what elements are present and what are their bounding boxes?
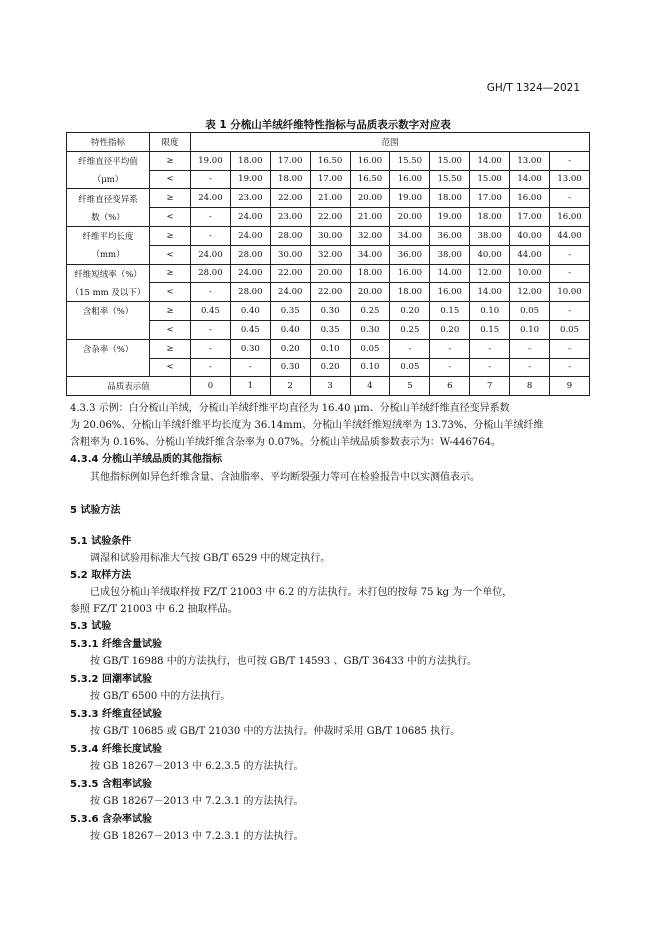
- p535: 按 GB 18267－2013 中 7.2.3.1 的方法执行。: [90, 796, 304, 807]
- value-cell: 28.00: [230, 245, 270, 264]
- limit-cell: ≥: [150, 339, 191, 358]
- quality-value-cell: 2: [270, 377, 310, 396]
- value-cell: 13.00: [550, 170, 590, 189]
- limit-cell: <: [150, 320, 191, 339]
- heading-531: 5.3.1 纤维含量试验: [70, 639, 162, 650]
- value-cell: 15.50: [390, 151, 430, 170]
- value-cell: 0.30: [310, 302, 350, 321]
- p433-line1: 4.3.3 示例：白分梳山羊绒，分梳山羊绒纤维平均直径为 16.40 μm、分梳山羊绒纤维直径变异系数: [70, 403, 510, 414]
- value-cell: -: [191, 339, 231, 358]
- limit-cell: <: [150, 245, 191, 264]
- value-cell: 20.00: [390, 208, 430, 227]
- quality-value-cell: 9: [550, 377, 590, 396]
- p433-line3: 含粗率为 0.16%、分梳山羊绒纤维含杂率为 0.07%。分梳山羊绒品质参数表示为：W-446764。: [70, 437, 501, 448]
- spec-table: [66, 132, 590, 396]
- value-cell: -: [430, 339, 470, 358]
- table-header-row: [67, 133, 590, 152]
- value-cell: 36.00: [430, 226, 470, 245]
- indicator-name-cell: 纤维短绒率（%）: [67, 264, 150, 283]
- value-cell: -: [550, 151, 590, 170]
- value-cell: 16.00: [510, 189, 550, 208]
- value-cell: 28.00: [270, 226, 310, 245]
- p51: 调湿和试验用标准大气按 GB/T 6529 中的规定执行。: [90, 553, 331, 564]
- table-row: [67, 339, 590, 358]
- value-cell: 30.00: [270, 245, 310, 264]
- value-cell: -: [191, 320, 231, 339]
- value-cell: -: [550, 302, 590, 321]
- value-cell: 0.15: [470, 320, 510, 339]
- value-cell: 44.00: [550, 226, 590, 245]
- value-cell: -: [550, 245, 590, 264]
- indicator-name-cell: （μm）: [67, 170, 150, 189]
- value-cell: -: [510, 339, 550, 358]
- value-cell: 18.00: [390, 283, 430, 302]
- p433-line2: 为 20.06%、分梳山羊绒纤维平均长度为 36.14mm、分梳山羊绒纤维短绒率为 13.73%、分梳山羊绒纤维: [70, 420, 544, 431]
- limit-cell: ≥: [150, 302, 191, 321]
- value-cell: -: [191, 358, 231, 377]
- value-cell: 0.20: [430, 320, 470, 339]
- col-header-limit: 限度: [150, 133, 191, 152]
- indicator-name-cell: 纤维直径变异系: [67, 189, 150, 208]
- value-cell: 21.00: [310, 189, 350, 208]
- indicator-name-cell: （mm）: [67, 245, 150, 264]
- value-cell: 15.00: [470, 170, 510, 189]
- value-cell: 30.00: [310, 226, 350, 245]
- value-cell: 22.00: [310, 208, 350, 227]
- value-cell: 0.20: [310, 358, 350, 377]
- p434: 其他指标例如异色纤维含量、含油脂率、平均断裂强力等可在检验报告中以实测值表示。: [90, 472, 480, 483]
- table-row: [67, 302, 590, 321]
- p531: 按 GB/T 16988 中的方法执行，也可按 GB/T 14593 、GB/T 36433 中的方法执行。: [90, 656, 477, 667]
- value-cell: 16.00: [550, 208, 590, 227]
- value-cell: 14.00: [430, 264, 470, 283]
- col-header-range: 范围: [191, 133, 590, 152]
- value-cell: 24.00: [230, 264, 270, 283]
- quality-value-cell: 8: [510, 377, 550, 396]
- value-cell: 12.00: [510, 283, 550, 302]
- value-cell: -: [230, 358, 270, 377]
- value-cell: 0.05: [390, 358, 430, 377]
- value-cell: 12.00: [470, 264, 510, 283]
- value-cell: 0.10: [310, 339, 350, 358]
- value-cell: 16.00: [390, 264, 430, 283]
- value-cell: 28.00: [230, 283, 270, 302]
- value-cell: 0.20: [390, 302, 430, 321]
- value-cell: 17.00: [310, 170, 350, 189]
- value-cell: 24.00: [191, 189, 231, 208]
- value-cell: -: [550, 189, 590, 208]
- value-cell: 17.00: [510, 208, 550, 227]
- heading-5: 5 试验方法: [70, 505, 121, 516]
- value-cell: 0.15: [430, 302, 470, 321]
- limit-cell: ≥: [150, 151, 191, 170]
- value-cell: 23.00: [270, 208, 310, 227]
- value-cell: 0.10: [350, 358, 390, 377]
- value-cell: 14.00: [470, 283, 510, 302]
- value-cell: 32.00: [350, 226, 390, 245]
- value-cell: -: [430, 358, 470, 377]
- value-cell: 20.00: [310, 264, 350, 283]
- value-cell: 0.30: [230, 339, 270, 358]
- value-cell: 16.00: [430, 283, 470, 302]
- value-cell: 0.20: [270, 339, 310, 358]
- p52-line1: 已成包分梳山羊绒取样按 FZ/T 21003 中 6.2 的方法执行。未打包的按每 75 kg 为一个单位，: [90, 587, 513, 598]
- value-cell: -: [191, 170, 231, 189]
- value-cell: 18.00: [270, 170, 310, 189]
- value-cell: 19.00: [230, 170, 270, 189]
- heading-532: 5.3.2 回潮率试验: [70, 674, 152, 685]
- value-cell: 19.00: [191, 151, 231, 170]
- heading-536: 5.3.6 含杂率试验: [70, 814, 152, 825]
- value-cell: 0.35: [270, 302, 310, 321]
- value-cell: 34.00: [390, 226, 430, 245]
- value-cell: 24.00: [191, 245, 231, 264]
- value-cell: 34.00: [350, 245, 390, 264]
- quality-value-cell: 6: [430, 377, 470, 396]
- value-cell: 18.00: [230, 151, 270, 170]
- table-row: [67, 170, 590, 189]
- value-cell: 0.30: [350, 320, 390, 339]
- value-cell: 0.40: [230, 302, 270, 321]
- value-cell: 0.45: [191, 302, 231, 321]
- value-cell: 18.00: [350, 264, 390, 283]
- table-title: 表 1 分梳山羊绒纤维特性指标与品质表示数字对应表: [205, 119, 451, 131]
- limit-cell: <: [150, 170, 191, 189]
- value-cell: 40.00: [510, 226, 550, 245]
- col-header-indicator: 特性指标: [67, 133, 150, 152]
- value-cell: 24.00: [270, 283, 310, 302]
- value-cell: 10.00: [550, 283, 590, 302]
- value-cell: -: [550, 339, 590, 358]
- value-cell: 44.00: [510, 245, 550, 264]
- value-cell: -: [191, 208, 231, 227]
- heading-51: 5.1 试验条件: [70, 536, 132, 547]
- value-cell: 0.10: [510, 320, 550, 339]
- quality-label-cell: 品质表示值: [67, 377, 191, 396]
- value-cell: 38.00: [470, 226, 510, 245]
- heading-53: 5.3 试验: [70, 621, 112, 632]
- value-cell: 14.00: [470, 151, 510, 170]
- indicator-name-cell: 含杂率（%）: [67, 339, 150, 377]
- value-cell: 15.50: [430, 170, 470, 189]
- value-cell: 19.00: [390, 189, 430, 208]
- quality-value-cell: 3: [310, 377, 350, 396]
- quality-row: [67, 377, 590, 396]
- indicator-name-cell: 数（%）: [67, 208, 150, 227]
- value-cell: -: [550, 264, 590, 283]
- limit-cell: ≥: [150, 264, 191, 283]
- quality-value-cell: 0: [191, 377, 231, 396]
- value-cell: 23.00: [230, 189, 270, 208]
- value-cell: 16.00: [350, 151, 390, 170]
- limit-cell: ≥: [150, 226, 191, 245]
- value-cell: 22.00: [310, 283, 350, 302]
- value-cell: -: [191, 226, 231, 245]
- value-cell: 16.00: [390, 170, 430, 189]
- value-cell: 17.00: [270, 151, 310, 170]
- value-cell: 10.00: [510, 264, 550, 283]
- p534: 按 GB 18267－2013 中 6.2.3.5 的方法执行。: [90, 761, 304, 772]
- table-row: [67, 245, 590, 264]
- table-row: [67, 264, 590, 283]
- value-cell: 32.00: [310, 245, 350, 264]
- table-row: [67, 226, 590, 245]
- heading-535: 5.3.5 含粗率试验: [70, 779, 152, 790]
- table-row: [67, 189, 590, 208]
- standard-number: GH/T 1324—2021: [486, 82, 580, 94]
- value-cell: 22.00: [270, 189, 310, 208]
- heading-52: 5.2 取样方法: [70, 570, 132, 581]
- value-cell: -: [191, 283, 231, 302]
- value-cell: 17.00: [470, 189, 510, 208]
- value-cell: 13.00: [510, 151, 550, 170]
- quality-value-cell: 4: [350, 377, 390, 396]
- quality-value-cell: 1: [230, 377, 270, 396]
- value-cell: 0.25: [390, 320, 430, 339]
- value-cell: 16.50: [350, 170, 390, 189]
- value-cell: 20.00: [350, 189, 390, 208]
- heading-533: 5.3.3 纤维直径试验: [70, 709, 162, 720]
- value-cell: 0.45: [230, 320, 270, 339]
- value-cell: 24.00: [230, 208, 270, 227]
- limit-cell: ≥: [150, 189, 191, 208]
- value-cell: 20.00: [350, 283, 390, 302]
- limit-cell: <: [150, 208, 191, 227]
- value-cell: 28.00: [191, 264, 231, 283]
- value-cell: 21.00: [350, 208, 390, 227]
- indicator-name-cell: （15 mm 及以下）: [67, 283, 150, 302]
- value-cell: 19.00: [430, 208, 470, 227]
- value-cell: 0.05: [510, 302, 550, 321]
- value-cell: 38.00: [430, 245, 470, 264]
- indicator-name-cell: 纤维直径平均值: [67, 151, 150, 170]
- value-cell: 18.00: [470, 208, 510, 227]
- quality-value-cell: 7: [470, 377, 510, 396]
- table-row: [67, 151, 590, 170]
- value-cell: 15.00: [430, 151, 470, 170]
- value-cell: 0.40: [270, 320, 310, 339]
- value-cell: 14.00: [510, 170, 550, 189]
- heading-434: 4.3.4 分梳山羊绒品质的其他指标: [70, 454, 222, 465]
- quality-value-cell: 5: [390, 377, 430, 396]
- value-cell: -: [390, 339, 430, 358]
- value-cell: 18.00: [430, 189, 470, 208]
- indicator-name-cell: 纤维平均长度: [67, 226, 150, 245]
- limit-cell: <: [150, 358, 191, 377]
- value-cell: 0.30: [270, 358, 310, 377]
- table-row: [67, 208, 590, 227]
- value-cell: -: [470, 358, 510, 377]
- table-row: [67, 283, 590, 302]
- value-cell: 24.00: [230, 226, 270, 245]
- p52-line2: 参照 FZ/T 21003 中 6.2 抽取样品。: [70, 604, 238, 615]
- value-cell: 0.25: [350, 302, 390, 321]
- value-cell: 0.05: [550, 320, 590, 339]
- value-cell: -: [510, 358, 550, 377]
- heading-534: 5.3.4 纤维长度试验: [70, 744, 162, 755]
- value-cell: 0.35: [310, 320, 350, 339]
- p536: 按 GB 18267－2013 中 7.2.3.1 的方法执行。: [90, 831, 304, 842]
- p532: 按 GB/T 6500 中的方法执行。: [90, 691, 231, 702]
- value-cell: -: [550, 358, 590, 377]
- value-cell: 0.10: [470, 302, 510, 321]
- value-cell: 40.00: [470, 245, 510, 264]
- value-cell: 16.50: [310, 151, 350, 170]
- value-cell: 36.00: [390, 245, 430, 264]
- indicator-name-cell: 含粗率（%）: [67, 302, 150, 340]
- value-cell: -: [470, 339, 510, 358]
- value-cell: 0.05: [350, 339, 390, 358]
- value-cell: 22.00: [270, 264, 310, 283]
- p533: 按 GB/T 10685 或 GB/T 21030 中的方法执行。仲裁时采用 GB/T 10685 执行。: [90, 726, 461, 737]
- limit-cell: <: [150, 283, 191, 302]
